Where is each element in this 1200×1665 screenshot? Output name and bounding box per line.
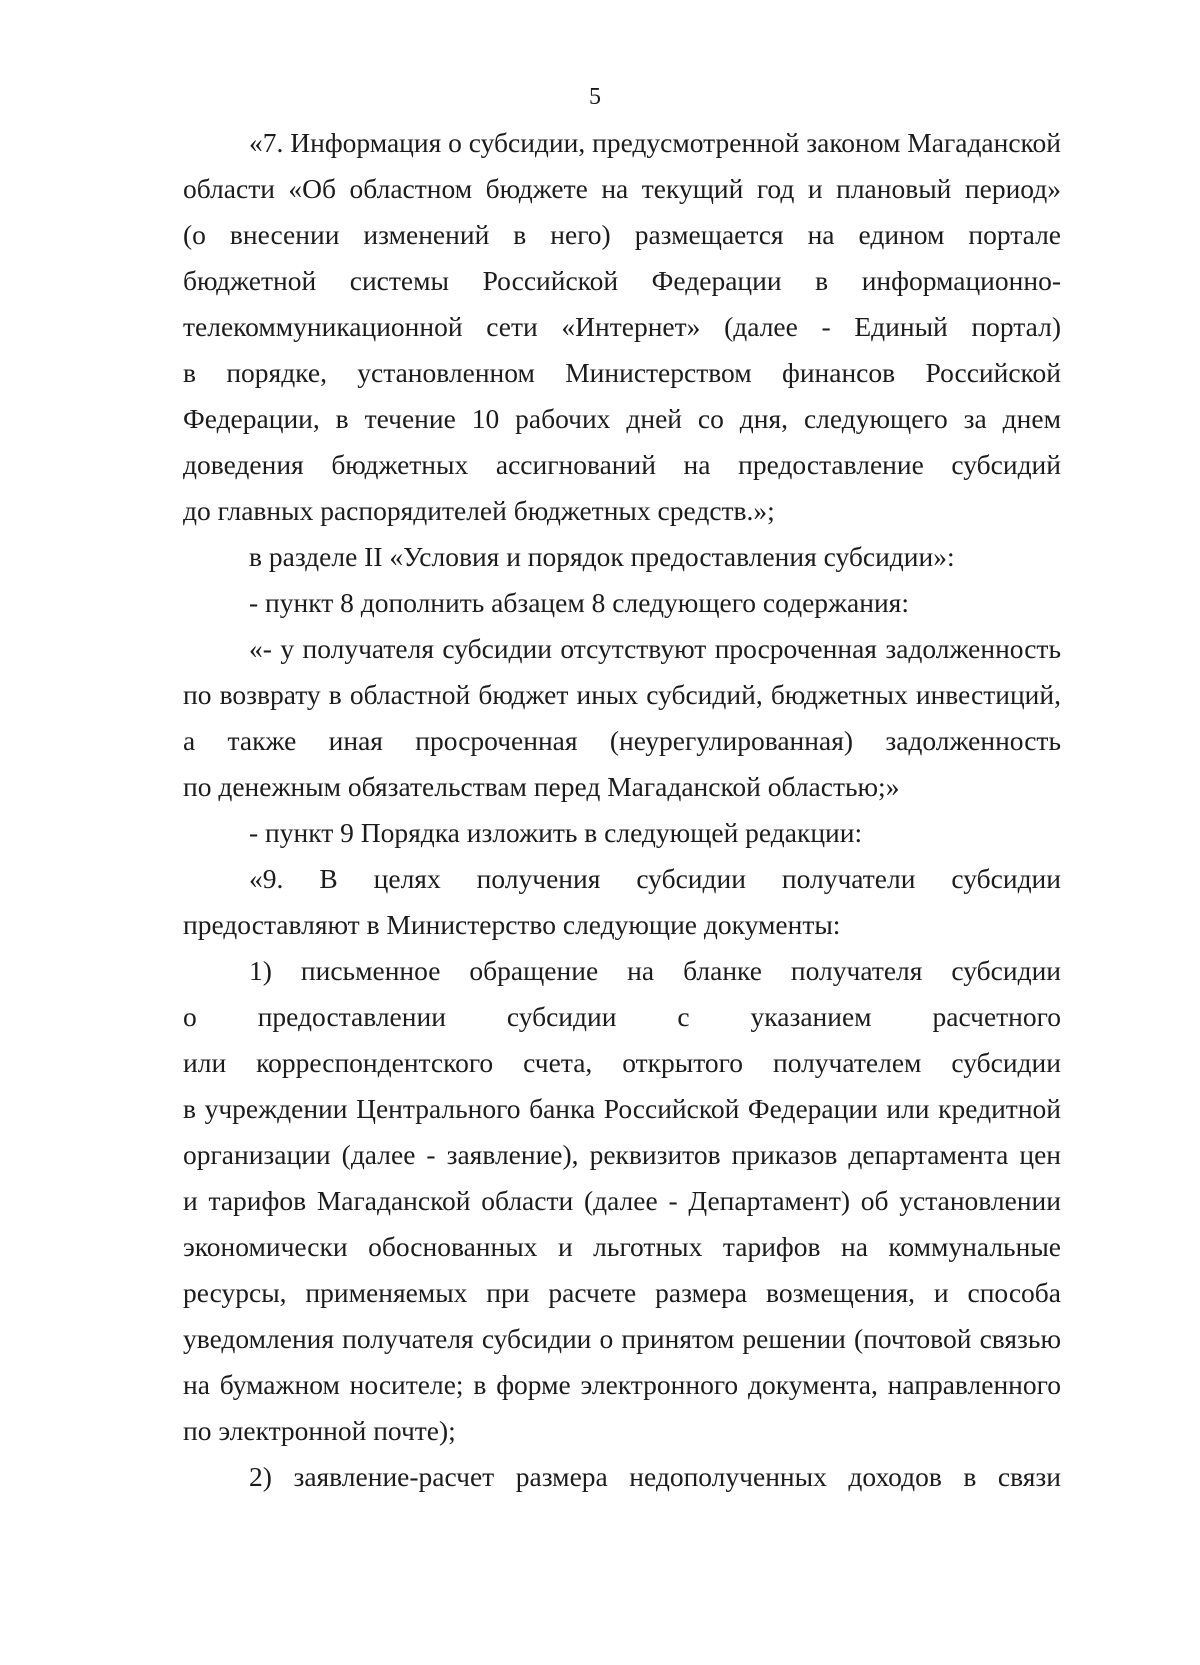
text-line: и тарифов Магаданской области (далее - Департамент) об установлении (183, 1185, 1061, 1216)
text-line: или корреспондентского счета, открытого получателем субсидии (183, 1047, 1061, 1078)
text-line: организации (далее - заявление), реквизитов приказов департамента цен (183, 1139, 1061, 1170)
text-line: 2) заявление-расчет размера недополученных доходов в связи (249, 1461, 1061, 1492)
text-line: - пункт 9 Порядка изложить в следующей редакции: (249, 817, 863, 848)
text-line: на бумажном носителе; в форме электронного документа, направленного (183, 1369, 1061, 1400)
text-line: в учреждении Центрального банка Российской Федерации или кредитной (183, 1093, 1061, 1124)
text-line: а также иная просроченная (неурегулированная) задолженность (183, 725, 1061, 756)
text-line: доведения бюджетных ассигнований на предоставление субсидий (183, 449, 1061, 480)
text-line: в порядке, установленном Министерством финансов Российской (183, 357, 1061, 388)
text-line: до главных распорядителей бюджетных средств.»; (183, 495, 775, 526)
text-line: (о внесении изменений в него) размещается на едином портале (183, 219, 1061, 250)
text-line: ресурсы, применяемых при расчете размера возмещения, и способа (183, 1277, 1061, 1308)
text-line: экономически обоснованных и льготных тарифов на коммунальные (183, 1231, 1061, 1262)
text-line: по электронной почте); (183, 1415, 456, 1446)
text-line: области «Об областном бюджете на текущий год и плановый период» (183, 173, 1061, 204)
text-line: - пункт 8 дополнить абзацем 8 следующего содержания: (249, 587, 909, 618)
text-line: по возврату в областной бюджет иных субсидий, бюджетных инвестиций, (183, 679, 1061, 710)
text-line: предоставляют в Министерство следующие документы: (183, 909, 841, 940)
text-line: уведомления получателя субсидии о принятом решении (почтовой связью (183, 1323, 1061, 1354)
text-line: «7. Информация о субсидии, предусмотренной законом Магаданской (249, 127, 1061, 158)
page-number: 5 (589, 84, 601, 110)
text-line: Федерации, в течение 10 рабочих дней со дня, следующего за днем (183, 403, 1061, 434)
text-line: по денежным обязательствам перед Магаданской областью;» (183, 771, 900, 802)
text-line: «- у получателя субсидии отсутствуют просроченная задолженность (249, 633, 1061, 664)
text-line: в разделе II «Условия и порядок предоставления субсидии»: (249, 541, 955, 572)
text-line: бюджетной системы Российской Федерации в информационно- (183, 265, 1061, 296)
text-line: «9. В целях получения субсидии получатели субсидии (249, 863, 1061, 894)
text-line: о предоставлении субсидии с указанием расчетного (183, 1001, 1061, 1032)
text-line: 1) письменное обращение на бланке получателя субсидии (249, 955, 1061, 986)
text-line: телекоммуникационной сети «Интернет» (далее - Единый портал) (183, 311, 1061, 342)
